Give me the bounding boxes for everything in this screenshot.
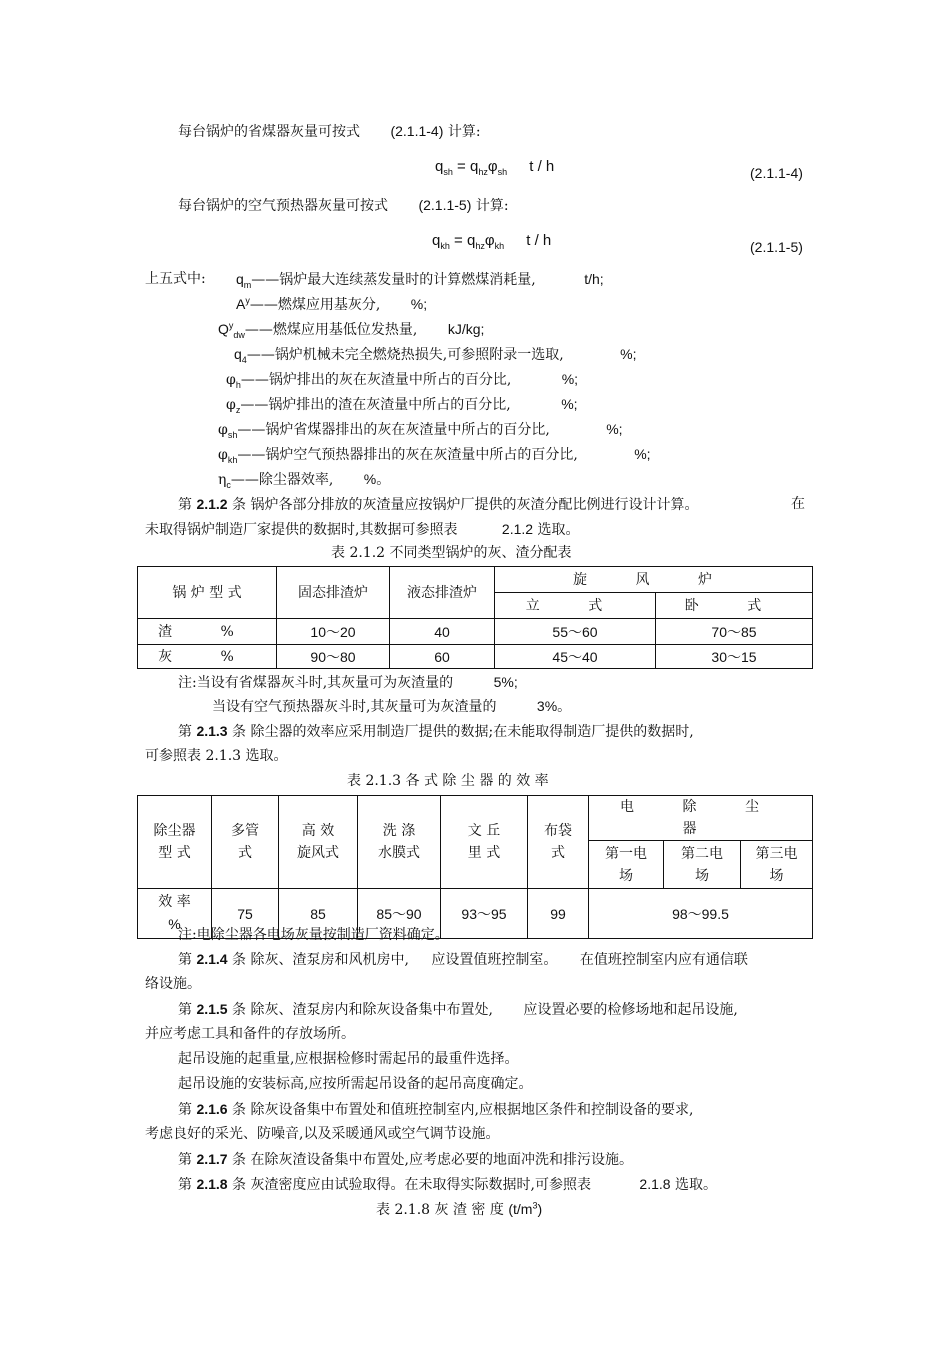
header-esp: 电 除 尘 器: [589, 796, 813, 841]
clause-2-1-2: 第 2.1.2 条 锅炉各部分排放的灰渣量应按锅炉厂提供的灰渣分配比例进行设计计算。: [178, 496, 699, 513]
table-row: [138, 619, 813, 645]
definition-item: $Q^y_{dw}——$燃煤应用基低位发热量, kJ/kg;: [218, 320, 485, 340]
table-2-1-3: [137, 795, 813, 939]
definition-item: $q_m——$锅炉最大连续蒸发量时的计算燃煤消耗量, t/h;: [236, 271, 604, 290]
cell: 75: [212, 889, 279, 939]
table-2-1-2: [137, 566, 813, 669]
clause-2-1-4: 第 2.1.4 条 除灰、渣泵房和风机房中, 应设置值班控制室。 在值班控制室内应有通信联: [178, 951, 748, 968]
header-field-3: 第三电 场: [741, 841, 813, 889]
table-row: [138, 645, 813, 669]
definition-item: $A^y——$燃煤应用基灰分, %;: [236, 295, 428, 313]
cell: 10～20: [277, 619, 390, 645]
definition-item: $\varphi_z——$锅炉排出的渣在灰渣量中所占的百分比, %;: [226, 396, 578, 415]
header-scrubber: 洗 涤 水膜式: [358, 796, 441, 889]
clause-2-1-6-line2: 考虑良好的采光、防噪音,以及采暖通风或空气调节设施。: [145, 1126, 500, 1142]
formula-5-number: (2.1.1-5): [750, 239, 803, 255]
definition-item: $\varphi_{kh}——$锅炉空气预热器排出的灰在灰渣量中所占的百分比, %;: [218, 446, 651, 465]
cell: 85～90: [358, 889, 441, 939]
cell: 60: [390, 645, 495, 669]
clause-2-1-3-line2: 可参照表 2.1.3 选取。: [145, 748, 288, 764]
header-solid-slag: 固态排渣炉: [277, 567, 390, 619]
header-cyclone: 旋 风 炉: [495, 567, 813, 593]
definition-item: $\eta_c——$除尘器效率, %。: [218, 471, 391, 490]
clause-2-1-8: 第 2.1.8 条 灰渣密度应由试验取得。在未取得实际数据时,可参照表 2.1.8 选取。: [178, 1176, 717, 1193]
clause-2-1-5-para2: 起吊设施的起重量,应根据检修时需起吊的最重件选择。: [178, 1051, 519, 1067]
clause-2-1-4-line2: 络设施。: [145, 976, 201, 992]
definitions-heading: 上五式中:: [145, 271, 206, 287]
header-boiler-type: 锅 炉 型 式: [138, 567, 277, 619]
header-venturi: 文 丘 里 式: [441, 796, 528, 889]
header-bag-filter: 布袋 式: [528, 796, 589, 889]
header-multi-tube: 多管 式: [212, 796, 279, 889]
cell: 55～60: [495, 619, 656, 645]
definition-item: $\varphi_{sh}——$锅炉省煤器排出的灰在灰渣量中所占的百分比, %;: [218, 421, 623, 440]
cell: 45～40: [495, 645, 656, 669]
formula-4-number: (2.1.1-4): [750, 165, 803, 181]
formula-4-intro: 每台锅炉的省煤器灰量可按式 (2.1.1-4) 计算:: [178, 123, 481, 140]
cell: 70～85: [656, 619, 813, 645]
clause-2-1-5: 第 2.1.5 条 除灰、渣泵房内和除灰设备集中布置处, 应设置必要的检修场地和起吊设施,: [178, 1001, 738, 1018]
clause-2-1-5-line2: 并应考虑工具和备件的存放场所。: [145, 1026, 355, 1042]
table-2-1-8-caption: 表 2.1.8 灰 渣 密 度 $(t/m^3)$: [376, 1200, 543, 1218]
table-2-1-2-caption: 表 2.1.2 不同类型锅炉的灰、渣分配表: [331, 545, 572, 561]
row-label: 灰 %: [138, 645, 277, 669]
definition-item: $q_4——$锅炉机械未完全燃烧热损失,可参照附录一选取, %;: [234, 346, 637, 365]
table-2-1-2-note-1: 注:当设有省煤器灰斗时,其灰量可为灰渣量的 5%;: [178, 674, 518, 691]
table-2-1-3-note: 注:电除尘器各电场灰量按制造厂资料确定。: [178, 927, 449, 943]
header-horizontal: 卧 式: [656, 593, 813, 619]
clause-2-1-6: 第 2.1.6 条 除灰设备集中布置处和值班控制室内,应根据地区条件和控制设备的要求,: [178, 1101, 694, 1118]
header-cyclone: 高 效 旋风式: [279, 796, 358, 889]
clause-2-1-5-para3: 起吊设施的安装标高,应按所需起吊设备的起吊高度确定。: [178, 1076, 533, 1092]
clause-2-1-2-line2: 未取得锅炉制造厂家提供的数据时,其数据可参照表 2.1.2 选取。: [145, 521, 580, 538]
row-label: 渣 %: [138, 619, 277, 645]
cell: 85: [279, 889, 358, 939]
header-vertical: 立 式: [495, 593, 656, 619]
clause-2-1-2-tail: 在: [791, 496, 805, 512]
formula-4: $q_{sh} = q_{hz}\varphi_{sh}$ t / h: [435, 158, 555, 177]
cell: 30～15: [656, 645, 813, 669]
header-collector-type: 除尘器 型 式: [138, 796, 212, 889]
cell: 99: [528, 889, 589, 939]
cell: 90～80: [277, 645, 390, 669]
header-field-1: 第一电 场: [589, 841, 664, 889]
formula-5-intro: 每台锅炉的空气预热器灰量可按式 (2.1.1-5) 计算:: [178, 197, 509, 214]
clause-2-1-7: 第 2.1.7 条 在除灰渣设备集中布置处,应考虑必要的地面冲洗和排污设施。: [178, 1151, 633, 1168]
clause-2-1-3: 第 2.1.3 条 除尘器的效率应采用制造厂提供的数据;在未能取得制造厂提供的数据时,: [178, 723, 694, 740]
table-2-1-2-note-2: 当设有空气预热器灰斗时,其灰量可为灰渣量的 3%。: [212, 698, 572, 715]
formula-5: $q_{kh} = q_{hz}\varphi_{kh}$ t / h: [432, 232, 552, 251]
cell: 40: [390, 619, 495, 645]
header-field-2: 第二电 场: [664, 841, 741, 889]
header-liquid-slag: 液态排渣炉: [390, 567, 495, 619]
definition-item: $\varphi_h——$锅炉排出的灰在灰渣量中所占的百分比, %;: [226, 371, 579, 390]
cell: 93～95: [441, 889, 528, 939]
cell: 98～99.5: [589, 889, 813, 939]
row-label: 效 率 %: [138, 889, 212, 939]
table-2-1-3-caption: 表 2.1.3 各 式 除 尘 器 的 效 率: [347, 773, 549, 789]
